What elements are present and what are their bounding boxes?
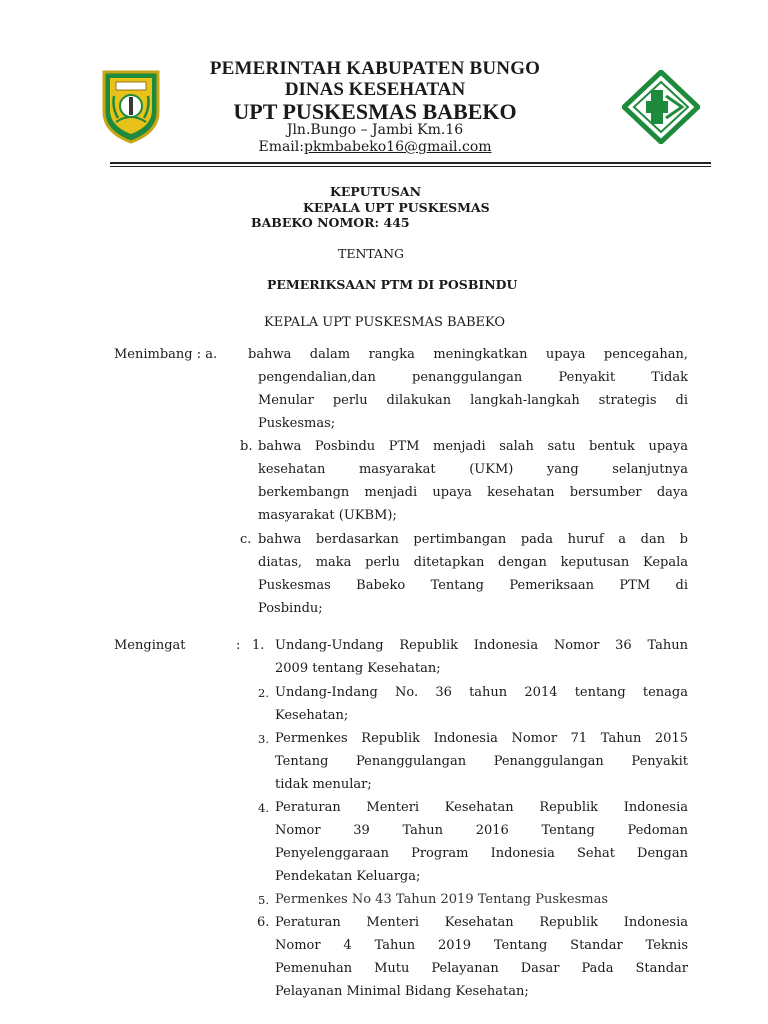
mengingat-6-line: Nomor 4 Tahun 2019 Tentang Standar Teknis — [275, 938, 688, 953]
letterhead-divider-thin — [110, 166, 711, 167]
letterhead-address: Jln.Bungo – Jambi Km.16 — [286, 122, 464, 138]
title-subject: PEMERIKSAAN PTM DI POSBINDU — [267, 277, 518, 292]
mengingat-4-line: Nomor 39 Tahun 2016 Tentang Pedoman — [275, 823, 688, 838]
title-kepala: KEPALA UPT PUSKESMAS — [303, 200, 490, 215]
email-label: Email: — [258, 139, 304, 155]
menimbang-c-line: Posbindu; — [258, 601, 323, 616]
mengingat-3-line: tidak menular; — [275, 777, 372, 792]
mengingat-4-line: Peraturan Menteri Kesehatan Republik Indonesia — [275, 800, 688, 815]
mengingat-3-marker: 3. — [258, 732, 269, 746]
mengingat-4-line: Penyelenggaraan Program Indonesia Sehat Dengan — [275, 846, 688, 861]
mengingat-6-marker: 6. — [257, 915, 270, 930]
email-link[interactable]: pkmbabeko16@gmail.com — [303, 139, 492, 155]
menimbang-b-line: masyarakat (UKBM); — [258, 508, 397, 523]
menimbang-label: Menimbang : a. — [114, 347, 218, 362]
mengingat-1-marker: 1. — [252, 638, 265, 653]
mengingat-6-line: Peraturan Menteri Kesehatan Republik Indonesia — [275, 915, 688, 930]
title-issuer: KEPALA UPT PUSKESMAS BABEKO — [264, 315, 506, 330]
title-keputusan: KEPUTUSAN — [330, 184, 422, 199]
menimbang-b-line: berkembangn menjadi upaya kesehatan bersumber daya — [258, 485, 688, 500]
mengingat-5-marker: 5. — [258, 893, 269, 907]
mengingat-2-marker: 2. — [258, 686, 269, 700]
mengingat-2-line: Kesehatan; — [275, 708, 349, 723]
mengingat-label: Mengingat — [114, 638, 186, 653]
menimbang-a-line: Menular perlu dilakukan langkah-langkah strategis di — [258, 393, 688, 408]
mengingat-5-line: Permenkes No 43 Tahun 2019 Tentang Puskesmas — [275, 892, 609, 907]
puskesmas-logo-icon — [622, 70, 700, 144]
letterhead-email — [170, 139, 580, 155]
menimbang-a-line: pengendalian,dan penanggulangan Penyakit Tidak — [258, 370, 688, 385]
mengingat-4-marker: 4. — [258, 801, 269, 815]
letterhead-department: DINAS KESEHATAN — [284, 79, 466, 100]
menimbang-a-line: Puskesmas; — [258, 416, 336, 431]
mengingat-3-line: Tentang Penanggulangan Penanggulangan Penyakit — [275, 754, 688, 769]
menimbang-a-line: bahwa dalam rangka meningkatkan upaya pencegahan, — [248, 347, 688, 362]
mengingat-2-line: Undang-Indang No. 36 tahun 2014 tentang tenaga — [275, 685, 688, 700]
mengingat-1-line: 2009 tentang Kesehatan; — [275, 661, 441, 676]
mengingat-colon: : — [236, 638, 241, 653]
mengingat-6-line: Pemenuhan Mutu Pelayanan Dasar Pada Standar — [275, 961, 688, 976]
menimbang-c-line: bahwa berdasarkan pertimbangan pada huruf a dan b — [258, 532, 688, 547]
menimbang-b-line: kesehatan masyarakat (UKM) yang selanjutnya — [258, 462, 688, 477]
mengingat-4-line: Pendekatan Keluarga; — [275, 869, 421, 884]
mengingat-3-line: Permenkes Republik Indonesia Nomor 71 Tahun 2015 — [275, 731, 688, 746]
menimbang-b-marker: b. — [240, 439, 253, 454]
mengingat-6-line: Pelayanan Minimal Bidang Kesehatan; — [275, 984, 529, 999]
letterhead-divider — [110, 162, 711, 164]
menimbang-c-line: Puskesmas Babeko Tentang Pemeriksaan PTM di — [258, 578, 688, 593]
title-nomor: BABEKO NOMOR: 445 — [251, 215, 410, 230]
menimbang-b-line: bahwa Posbindu PTM menjadi salah satu bentuk upaya — [258, 439, 688, 454]
letterhead-government: PEMERINTAH KABUPATEN BUNGO — [209, 58, 541, 79]
menimbang-c-marker: c. — [240, 532, 252, 547]
title-tentang: TENTANG — [338, 246, 405, 261]
letterhead-institution: UPT PUSKESMAS BABEKO — [233, 99, 517, 124]
menimbang-c-line: diatas, maka perlu ditetapkan dengan keputusan Kepala — [258, 555, 688, 570]
mengingat-1-line: Undang-Undang Republik Indonesia Nomor 36 Tahun — [275, 638, 688, 653]
kabupaten-bungo-crest-icon — [100, 66, 162, 144]
